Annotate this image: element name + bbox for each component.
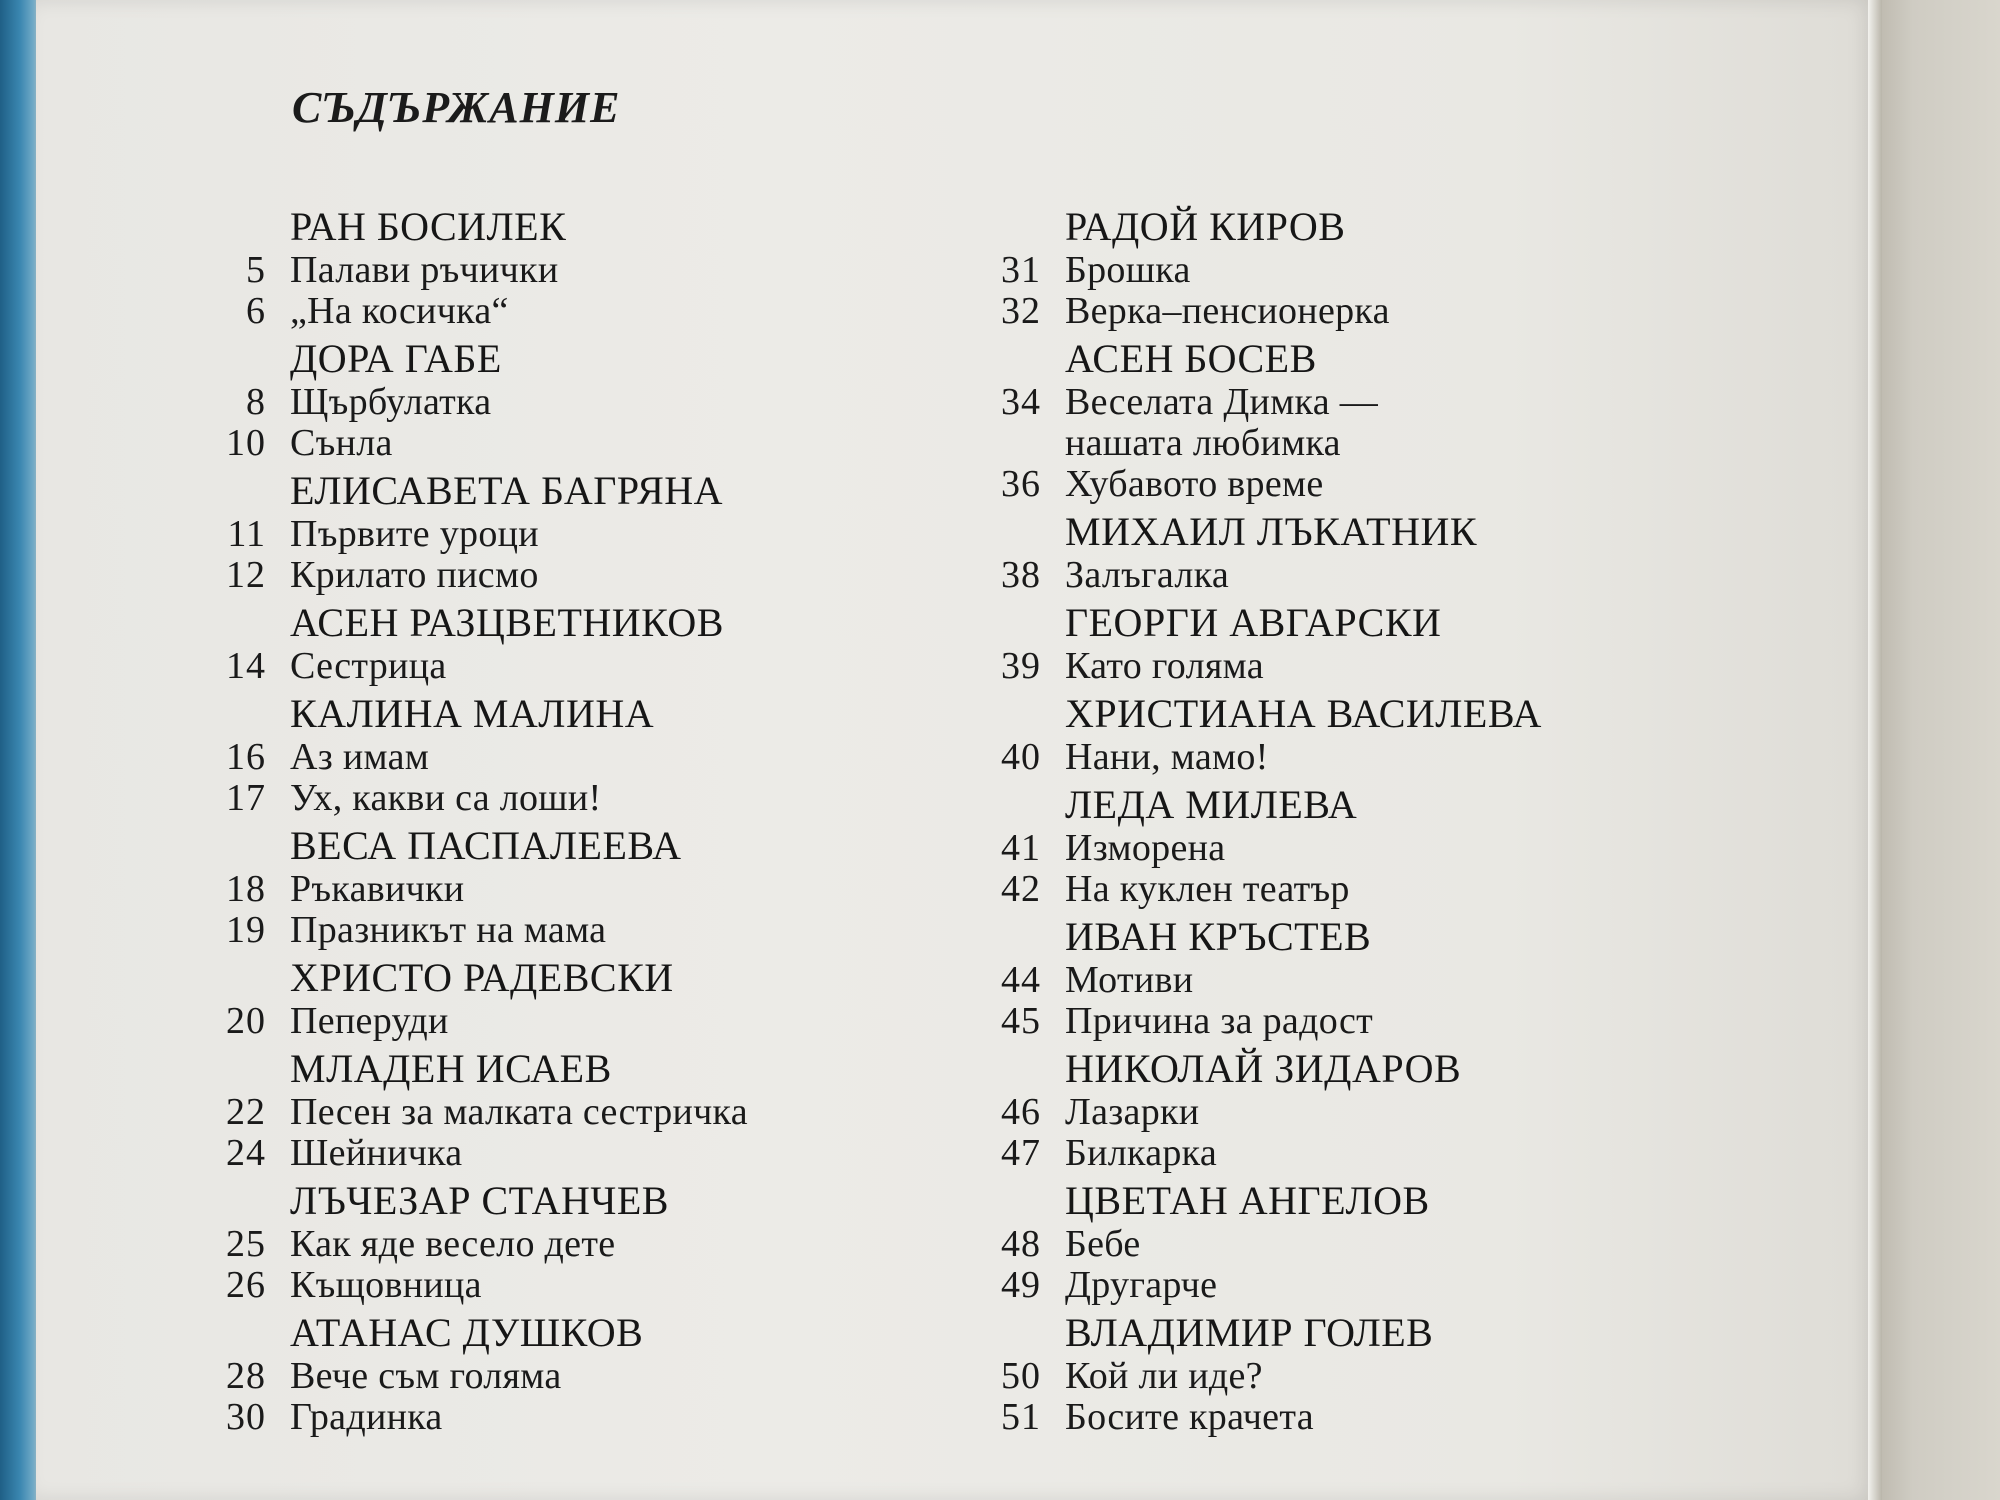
poem-title (290, 1265, 482, 1306)
poem-title-line: Залъгалка (1065, 554, 1230, 596)
poem-title-line: Сестрица (290, 645, 447, 687)
page-fold (1868, 0, 1882, 1500)
toc-entry[interactable] (210, 555, 1070, 596)
poem-title (1065, 828, 1225, 869)
toc-entry[interactable] (210, 778, 1070, 819)
page-number: 16 (226, 736, 266, 778)
toc-entry[interactable] (985, 291, 1845, 332)
author-block (210, 691, 1070, 819)
poem-title-line: Първите уроци (290, 513, 539, 555)
page-number: 47 (1001, 1132, 1041, 1174)
toc-entry[interactable] (985, 382, 1845, 464)
poem-title (1065, 1001, 1373, 1042)
author-block (985, 914, 1845, 1042)
page-number: 25 (226, 1223, 266, 1265)
poem-title (290, 1092, 748, 1133)
toc-entry[interactable] (985, 1397, 1845, 1438)
author-name: ХРИСТИАНА ВАСИЛЕВА (1065, 691, 1542, 736)
page-number: 39 (1001, 645, 1041, 687)
author-name: АСЕН РАЗЦВЕТНИКОВ (290, 600, 724, 645)
poem-title-line: Нани, мамо! (1065, 736, 1269, 778)
poem-title (290, 737, 429, 778)
toc-entry[interactable] (985, 737, 1845, 778)
poem-title (1065, 960, 1193, 1001)
toc-entry[interactable] (985, 555, 1845, 596)
author-name: ВЛАДИМИР ГОЛЕВ (1065, 1310, 1434, 1355)
page-number: 50 (1001, 1355, 1041, 1397)
poem-title-line: Щърбулатка (290, 381, 492, 423)
page-number: 46 (1001, 1091, 1041, 1133)
toc-entry[interactable] (210, 646, 1070, 687)
toc-entry[interactable] (210, 910, 1070, 951)
poem-title-line: Крилато писмо (290, 554, 539, 596)
page-number: 14 (226, 645, 266, 687)
author-name: ХРИСТО РАДЕВСКИ (290, 955, 674, 1000)
poem-title-line: Вече съм голяма (290, 1355, 562, 1397)
toc-entry[interactable] (210, 250, 1070, 291)
page-number: 30 (226, 1396, 266, 1438)
poem-title (1065, 1224, 1141, 1265)
author-block (210, 600, 1070, 687)
poem-title-line: Като голяма (1065, 645, 1264, 687)
poem-title-line: Босите крачета (1065, 1396, 1314, 1438)
poem-title-line: Шейничка (290, 1132, 463, 1174)
poem-title-line: Аз имам (290, 736, 430, 778)
author-block (985, 1310, 1845, 1438)
page-number: 51 (1001, 1396, 1041, 1438)
page-number: 28 (226, 1355, 266, 1397)
author-name: ДОРА ГАБЕ (290, 336, 502, 381)
author-name: ЕЛИСАВЕТА БАГРЯНА (290, 468, 724, 513)
poem-title-line: нашата любимка (1065, 422, 1341, 464)
poem-title-line: Пеперуди (290, 1000, 449, 1042)
page-number: 22 (226, 1091, 266, 1133)
poem-title-line: На куклен театър (1065, 868, 1350, 910)
author-name: МЛАДЕН ИСАЕВ (290, 1046, 612, 1091)
poem-title (1065, 1397, 1314, 1438)
next-page-edge (1876, 0, 2000, 1500)
toc-entry[interactable] (210, 382, 1070, 423)
toc-entry[interactable] (210, 291, 1070, 332)
page-number: 44 (1001, 959, 1041, 1001)
author-block (985, 1178, 1845, 1306)
toc-entry[interactable] (210, 1265, 1070, 1306)
poem-title-line: Мотиви (1065, 959, 1194, 1001)
author-block (985, 204, 1845, 332)
toc-entry[interactable] (985, 250, 1845, 291)
toc-entry[interactable] (210, 1092, 1070, 1133)
author-name: ЛЕДА МИЛЕВА (1065, 782, 1358, 827)
page-number: 19 (226, 909, 266, 951)
toc-entry[interactable] (210, 1133, 1070, 1174)
poem-title (1065, 382, 1378, 464)
page-number: 26 (226, 1264, 266, 1306)
author-name: РАН БОСИЛЕК (290, 204, 567, 249)
author-name: АСЕН БОСЕВ (1065, 336, 1317, 381)
toc-entry[interactable] (210, 869, 1070, 910)
author-name: ИВАН КРЪСТЕВ (1065, 914, 1372, 959)
author-name: АТАНАС ДУШКОВ (290, 1310, 644, 1355)
page-title: СЪДЪРЖАНИЕ (292, 83, 621, 132)
poem-title-line: Ръкавички (290, 868, 465, 910)
toc-entry[interactable] (210, 514, 1070, 555)
toc-entry[interactable] (985, 828, 1845, 869)
author-name: ГЕОРГИ АВГАРСКИ (1065, 600, 1442, 645)
page-number: 17 (226, 777, 266, 819)
poem-title-line: Причина за радост (1065, 1000, 1374, 1042)
poem-title (290, 646, 447, 687)
poem-title-line: Ух, какви са лоши! (290, 777, 602, 819)
toc-column-left (210, 200, 1070, 1438)
author-block (210, 1178, 1070, 1306)
author-block (210, 468, 1070, 596)
page-number: 38 (1001, 554, 1041, 596)
toc-entry[interactable] (985, 1224, 1845, 1265)
page-number: 36 (1001, 463, 1041, 505)
page-number: 20 (226, 1000, 266, 1042)
toc-entry[interactable] (210, 737, 1070, 778)
poem-title (1065, 1092, 1199, 1133)
poem-title (290, 250, 558, 291)
author-block (985, 509, 1845, 596)
poem-title (1065, 646, 1264, 687)
toc-entry[interactable] (985, 1265, 1845, 1306)
page-number: 32 (1001, 290, 1041, 332)
poem-title-line: Градинка (290, 1396, 443, 1438)
author-name: МИХАИЛ ЛЪКАТНИК (1065, 509, 1478, 554)
poem-title (290, 423, 393, 464)
page-number: 12 (226, 554, 266, 596)
page-number: 48 (1001, 1223, 1041, 1265)
poem-title (290, 1001, 449, 1042)
poem-title-line: „На косичка“ (290, 290, 509, 332)
page-number: 18 (226, 868, 266, 910)
author-block (210, 1046, 1070, 1174)
author-name: РАДОЙ КИРОВ (1065, 204, 1346, 249)
page-number: 5 (246, 249, 266, 291)
page-number: 10 (226, 422, 266, 464)
page-number: 11 (227, 513, 266, 555)
toc-entry[interactable] (985, 1092, 1845, 1133)
toc-entry[interactable] (210, 1001, 1070, 1042)
poem-title (1065, 1356, 1263, 1397)
author-block (985, 782, 1845, 910)
poem-title-line: Сънла (290, 422, 393, 464)
page-number: 40 (1001, 736, 1041, 778)
author-block (985, 691, 1845, 778)
poem-title-line: Празникът на мама (290, 909, 607, 951)
poem-title-line: Къщовница (290, 1264, 482, 1306)
page-number: 6 (246, 290, 266, 332)
poem-title (1065, 464, 1324, 505)
poem-title (290, 382, 491, 423)
poem-title (290, 1224, 615, 1265)
poem-title (1065, 737, 1269, 778)
author-block (210, 336, 1070, 464)
poem-title-line: Веселата Димка — (1065, 381, 1378, 423)
toc-entry[interactable] (210, 423, 1070, 464)
poem-title (290, 1133, 462, 1174)
poem-title-line: Другарче (1065, 1264, 1218, 1306)
author-name: ЛЪЧЕЗАР СТАНЧЕВ (290, 1178, 669, 1223)
poem-title (290, 514, 539, 555)
author-block (210, 823, 1070, 951)
toc-entry[interactable] (985, 646, 1845, 687)
poem-title-line: Брошка (1065, 249, 1191, 291)
author-block (210, 1310, 1070, 1438)
page-number: 8 (246, 381, 266, 423)
poem-title (290, 778, 601, 819)
page-number: 41 (1001, 827, 1041, 869)
toc-entry[interactable] (985, 464, 1845, 505)
author-name: ЦВЕТАН АНГЕЛОВ (1065, 1178, 1430, 1223)
poem-title-line: Бебе (1065, 1223, 1141, 1265)
poem-title-line: Лазарки (1065, 1091, 1200, 1133)
toc-entry[interactable] (985, 1356, 1845, 1397)
author-block (985, 1046, 1845, 1174)
poem-title-line: Как яде весело дете (290, 1223, 616, 1265)
poem-title-line: Изморена (1065, 827, 1226, 869)
poem-title (290, 555, 539, 596)
toc-entry[interactable] (985, 869, 1845, 910)
author-name: ВЕСА ПАСПАЛЕЕВА (290, 823, 682, 868)
poem-title-line: Песен за малката сестричка (290, 1091, 748, 1133)
toc-entry[interactable] (985, 960, 1845, 1001)
page-number: 42 (1001, 868, 1041, 910)
page-number: 31 (1001, 249, 1041, 291)
author-block (210, 955, 1070, 1042)
author-block (985, 600, 1845, 687)
poem-title (290, 291, 509, 332)
poem-title (290, 869, 464, 910)
page-number: 34 (1001, 381, 1041, 423)
author-block (985, 336, 1845, 505)
poem-title (290, 910, 606, 951)
toc-entry[interactable] (210, 1224, 1070, 1265)
poem-title-line: Хубавото време (1065, 463, 1324, 505)
author-block (210, 204, 1070, 332)
poem-title (1065, 250, 1191, 291)
poem-title (1065, 1133, 1217, 1174)
toc-entry[interactable] (985, 1133, 1845, 1174)
poem-title (1065, 1265, 1217, 1306)
author-name: КАЛИНА МАЛИНА (290, 691, 655, 736)
page-number: 49 (1001, 1264, 1041, 1306)
toc-column-right (985, 200, 1845, 1438)
poem-title-line: Билкарка (1065, 1132, 1218, 1174)
poem-title (1065, 555, 1229, 596)
poem-title (290, 1397, 443, 1438)
poem-title (1065, 291, 1390, 332)
poem-title-line: Верка–пенсионерка (1065, 290, 1390, 332)
poem-title-line: Палави ръчички (290, 249, 559, 291)
poem-title-line: Кой ли иде? (1065, 1355, 1263, 1397)
poem-title (290, 1356, 562, 1397)
author-name: НИКОЛАЙ ЗИДАРОВ (1065, 1046, 1462, 1091)
poem-title (1065, 869, 1350, 910)
toc-entry[interactable] (210, 1356, 1070, 1397)
toc-entry[interactable] (210, 1397, 1070, 1438)
page-number: 24 (226, 1132, 266, 1174)
page-number: 45 (1001, 1000, 1041, 1042)
toc-entry[interactable] (985, 1001, 1845, 1042)
